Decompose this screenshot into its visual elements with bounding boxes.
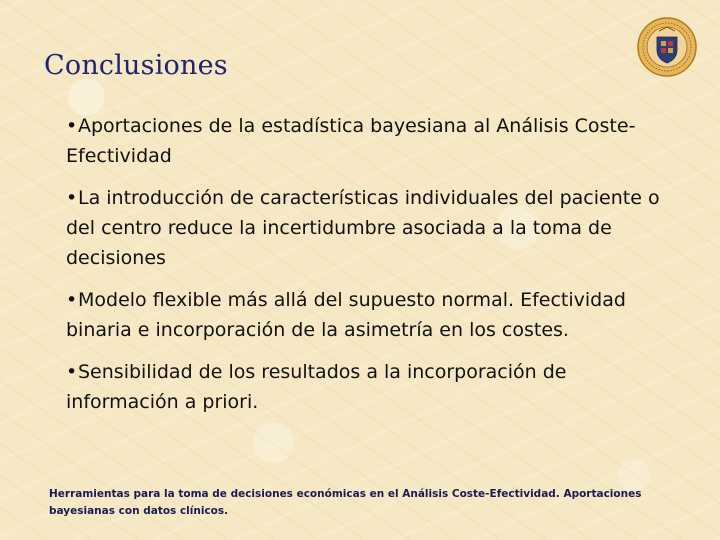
bullet-text: Sensibilidad de los resultados a la incorporación de información a priori. [66, 361, 567, 413]
bullet-marker: • [66, 115, 78, 137]
bullet-text: Modelo flexible más allá del supuesto normal. Efectividad binaria e incorporación de la asimetría en los costes. [66, 289, 626, 341]
bullet-item [66, 111, 666, 171]
university-seal-icon [637, 17, 697, 77]
slide-title: Conclusiones [44, 50, 228, 81]
bullet-text: La introducción de características individuales del paciente o del centro reduce la incertidumbre asociada a la toma de decisiones [66, 187, 660, 269]
bullet-list [66, 111, 666, 429]
bullet-item [66, 183, 666, 273]
bullet-item [66, 285, 666, 345]
bullet-item [66, 357, 666, 417]
bullet-marker: • [66, 187, 78, 209]
bullet-marker: • [66, 289, 78, 311]
bullet-marker: • [66, 361, 78, 383]
bullet-text: Aportaciones de la estadística bayesiana al Análisis Coste-Efectividad [66, 115, 636, 167]
slide-footer: Herramientas para la toma de decisiones económicas en el Análisis Coste-Efectividad. Aportaciones bayesianas con datos clínicos. [49, 488, 642, 517]
